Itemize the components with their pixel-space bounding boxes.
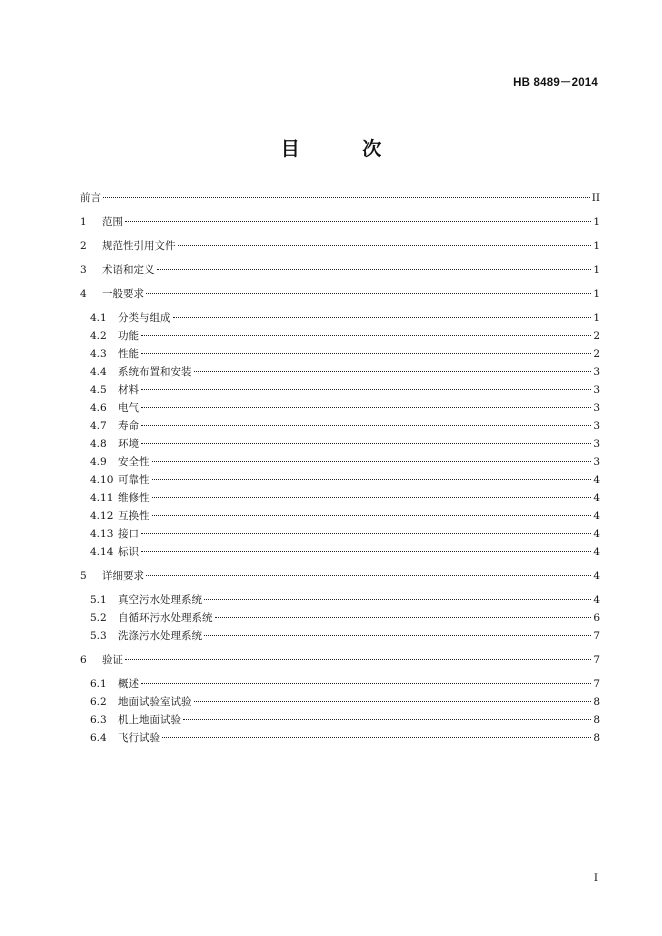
toc-entry-page: 7 — [593, 654, 600, 666]
toc-entry-label: 互换性 — [118, 510, 150, 522]
toc-entry-page: 4 — [593, 594, 600, 606]
toc-dot-leader — [152, 515, 592, 516]
toc-entry[interactable] — [80, 214, 600, 231]
toc-dot-leader — [103, 197, 590, 198]
toc-entry-page: 4 — [593, 510, 600, 522]
toc-entry-label: 范围 — [102, 216, 123, 228]
toc-entry-label: 术语和定义 — [102, 264, 155, 276]
toc-entry-page: 1 — [593, 264, 600, 276]
toc-dot-leader — [183, 719, 591, 720]
toc-dot-leader — [141, 353, 591, 354]
toc-entry-page: 1 — [593, 312, 600, 324]
toc-entry-label: 自循环污水处理系统 — [118, 612, 213, 624]
toc-entry-label: 维修性 — [118, 492, 150, 504]
toc-entry[interactable] — [90, 730, 600, 747]
toc-entry[interactable] — [90, 544, 600, 561]
toc-entry-label: 洗涤污水处理系统 — [118, 630, 202, 642]
toc-entry-number: 4.4 — [90, 366, 107, 378]
toc-entry-number: 4.3 — [90, 348, 107, 360]
toc-entry-label: 前言 — [80, 192, 101, 204]
toc-dot-leader — [194, 371, 592, 372]
toc-entry-label: 电气 — [118, 402, 139, 414]
toc-entry-page: 4 — [593, 492, 600, 504]
toc-entry[interactable] — [90, 400, 600, 417]
toc-dot-leader — [141, 425, 591, 426]
toc-entry-number: 4.14 — [90, 546, 114, 558]
toc-entry-number: 4.11 — [90, 492, 114, 504]
toc-entry-label: 环境 — [118, 438, 139, 450]
toc-entry-number: 4.1 — [90, 312, 107, 324]
toc-entry-label: 验证 — [102, 654, 123, 666]
toc-entry-page: 7 — [593, 678, 600, 690]
toc-entry-page: 1 — [593, 240, 600, 252]
toc-entry[interactable] — [90, 712, 600, 729]
toc-entry-label: 一般要求 — [102, 288, 144, 300]
toc-entry[interactable] — [90, 628, 600, 645]
toc-entry-number: 5 — [80, 570, 87, 582]
toc-entry[interactable] — [90, 472, 600, 489]
toc-dot-leader — [215, 617, 592, 618]
toc-entry-page: 8 — [593, 714, 600, 726]
toc-entry-label: 标识 — [118, 546, 139, 558]
toc-entry-number: 6 — [80, 654, 87, 666]
toc-entry-page: 4 — [593, 528, 600, 540]
toc-title: 目 次 — [280, 138, 410, 160]
toc-dot-leader — [125, 221, 591, 222]
toc-entry-number: 1 — [80, 216, 87, 228]
toc-entry-page: 1 — [593, 288, 600, 300]
toc-dot-leader — [157, 269, 592, 270]
toc-entry[interactable] — [90, 610, 600, 627]
toc-dot-leader — [141, 335, 591, 336]
toc-entry-page: 3 — [593, 366, 600, 378]
standard-code: HB 8489－2014 — [513, 77, 598, 89]
toc-entry-number: 6.2 — [90, 696, 107, 708]
toc-entry[interactable] — [90, 364, 600, 381]
toc-entry-number: 6.1 — [90, 678, 107, 690]
toc-entry-label: 概述 — [118, 678, 139, 690]
toc-entry[interactable] — [80, 286, 600, 303]
toc-entry-number: 4.9 — [90, 456, 107, 468]
toc-entry-label: 机上地面试验 — [118, 714, 181, 726]
toc-entry-label: 接口 — [118, 528, 139, 540]
toc-entry-page: 4 — [593, 570, 600, 582]
toc-dot-leader — [152, 461, 592, 462]
toc-entry-label: 详细要求 — [102, 570, 144, 582]
toc-entry[interactable] — [80, 568, 600, 585]
toc-dot-leader — [204, 599, 591, 600]
toc-entry[interactable] — [90, 676, 600, 693]
toc-entry-number: 4.13 — [90, 528, 114, 540]
toc-entry-label: 安全性 — [118, 456, 150, 468]
toc-entry-number: 4.7 — [90, 420, 107, 432]
toc-entry-page: 4 — [593, 546, 600, 558]
toc-dot-leader — [152, 479, 592, 480]
toc-entry-number: 4 — [80, 288, 87, 300]
toc-dot-leader — [141, 443, 591, 444]
toc-entry[interactable] — [90, 382, 600, 399]
toc-dot-leader — [178, 245, 592, 246]
toc-entry-label: 可靠性 — [118, 474, 150, 486]
toc-entry-number: 4.2 — [90, 330, 107, 342]
toc-entry-number: 4.12 — [90, 510, 114, 522]
toc-entry-page: 3 — [593, 438, 600, 450]
toc-dot-leader — [152, 497, 592, 498]
toc-entry-page: 2 — [593, 348, 600, 360]
toc-entry-label: 真空污水处理系统 — [118, 594, 202, 606]
toc-entry[interactable] — [90, 346, 600, 363]
toc-entry-number: 5.1 — [90, 594, 107, 606]
toc-entry-page: 8 — [593, 696, 600, 708]
toc-entry[interactable] — [90, 526, 600, 543]
toc-dot-leader — [141, 683, 591, 684]
toc-entry[interactable] — [80, 238, 600, 255]
page-number: I — [593, 872, 598, 884]
toc-entry[interactable] — [90, 310, 600, 327]
toc-entry-page: II — [591, 192, 600, 204]
toc-entry-label: 材料 — [118, 384, 139, 396]
toc-entry-label: 分类与组成 — [118, 312, 171, 324]
toc-entry-page: 4 — [593, 474, 600, 486]
toc-entry-label: 性能 — [118, 348, 139, 360]
toc-entry-label: 飞行试验 — [118, 732, 160, 744]
toc-dot-leader — [146, 293, 591, 294]
toc-entry-page: 6 — [593, 612, 600, 624]
toc-dot-leader — [173, 317, 592, 318]
toc-entry-number: 5.3 — [90, 630, 107, 642]
toc-entry[interactable] — [90, 436, 600, 453]
toc-entry-number: 3 — [80, 264, 87, 276]
toc-entry[interactable] — [90, 454, 600, 471]
toc-dot-leader — [141, 551, 591, 552]
toc-entry-page: 3 — [593, 456, 600, 468]
toc-entry-number: 6.4 — [90, 732, 107, 744]
toc-entry-number: 4.8 — [90, 438, 107, 450]
toc-entry-page: 3 — [593, 402, 600, 414]
toc-entry-number: 6.3 — [90, 714, 107, 726]
toc-entry-page: 3 — [593, 384, 600, 396]
toc-entry-page: 1 — [593, 216, 600, 228]
toc-dot-leader — [141, 407, 591, 408]
toc-entry-label: 系统布置和安装 — [118, 366, 192, 378]
toc-dot-leader — [141, 389, 591, 390]
toc-entry-label: 功能 — [118, 330, 139, 342]
toc-entry[interactable] — [90, 418, 600, 435]
toc-entry-page: 3 — [593, 420, 600, 432]
toc-dot-leader — [204, 635, 591, 636]
toc-entry[interactable] — [90, 592, 600, 609]
toc-dot-leader — [146, 575, 591, 576]
toc-entry[interactable] — [90, 694, 600, 711]
toc-dot-leader — [194, 701, 592, 702]
toc-entry-label: 规范性引用文件 — [102, 240, 176, 252]
toc-entry-number: 5.2 — [90, 612, 107, 624]
toc-dot-leader — [141, 533, 591, 534]
toc-entry-number: 4.6 — [90, 402, 107, 414]
toc-entry[interactable] — [90, 328, 600, 345]
toc-dot-leader — [162, 737, 591, 738]
toc-entry-label: 地面试验室试验 — [118, 696, 192, 708]
toc-entry-number: 4.5 — [90, 384, 107, 396]
toc-entry[interactable] — [80, 652, 600, 669]
toc-dot-leader — [125, 659, 591, 660]
toc-entry-number: 2 — [80, 240, 87, 252]
toc-entry-page: 2 — [593, 330, 600, 342]
toc-entry-number: 4.10 — [90, 474, 114, 486]
toc-entry-page: 8 — [593, 732, 600, 744]
toc-entry[interactable] — [80, 262, 600, 279]
toc-entry[interactable] — [90, 490, 600, 507]
toc-entry[interactable] — [90, 508, 600, 525]
toc-entry[interactable] — [80, 190, 600, 207]
toc-entry-page: 7 — [593, 630, 600, 642]
toc-entry-label: 寿命 — [118, 420, 139, 432]
